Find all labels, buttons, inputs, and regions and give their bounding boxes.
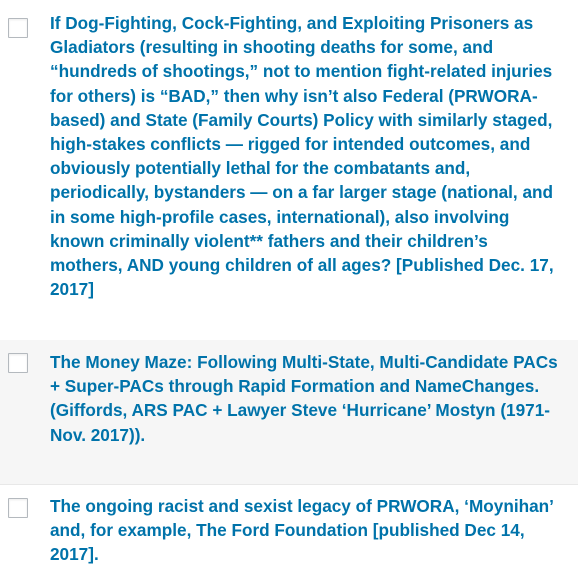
row-select-checkbox[interactable] <box>8 353 28 373</box>
post-title-link[interactable]: The Money Maze: Following Multi-State, Multi-Candidate PACs + Super-PACs through Rapid Formation and NameChanges. (Giffords, ARS PAC + Lawyer Steve ‘Hurricane’ Mostyn (1971-Nov. 2017)). <box>50 352 558 445</box>
row-select-checkbox[interactable] <box>8 18 28 38</box>
row-select-checkbox[interactable] <box>8 498 28 518</box>
row-divider <box>0 484 578 485</box>
post-title-link[interactable]: If Dog-Fighting, Cock-Fighting, and Exploiting Prisoners as Gladiators (resulting in shooting deaths for some, and “hundreds of shootings,” not to mention fight-related injuries for others) is “BAD,” then why isn’t also Federal (PRWORA-based) and State (Family Courts) Policy with similarly staged, high-stakes conflicts — rigged for intended outcomes, and obviously potentially lethal for the combatants and, periodically, bystanders — on a far larger stage (national, and in some high-profile cases, international), also involving known criminally violent** fathers and their children’s mothers, AND young children of all ages? [Published Dec. 17, 2017] <box>50 13 554 300</box>
post-row <box>0 484 578 579</box>
post-row <box>0 340 578 484</box>
post-title-link[interactable]: The ongoing racist and sexist legacy of PRWORA, ‘Moynihan’ and, for example, The Ford Foundation [published Dec 14, 2017]. <box>50 496 553 565</box>
